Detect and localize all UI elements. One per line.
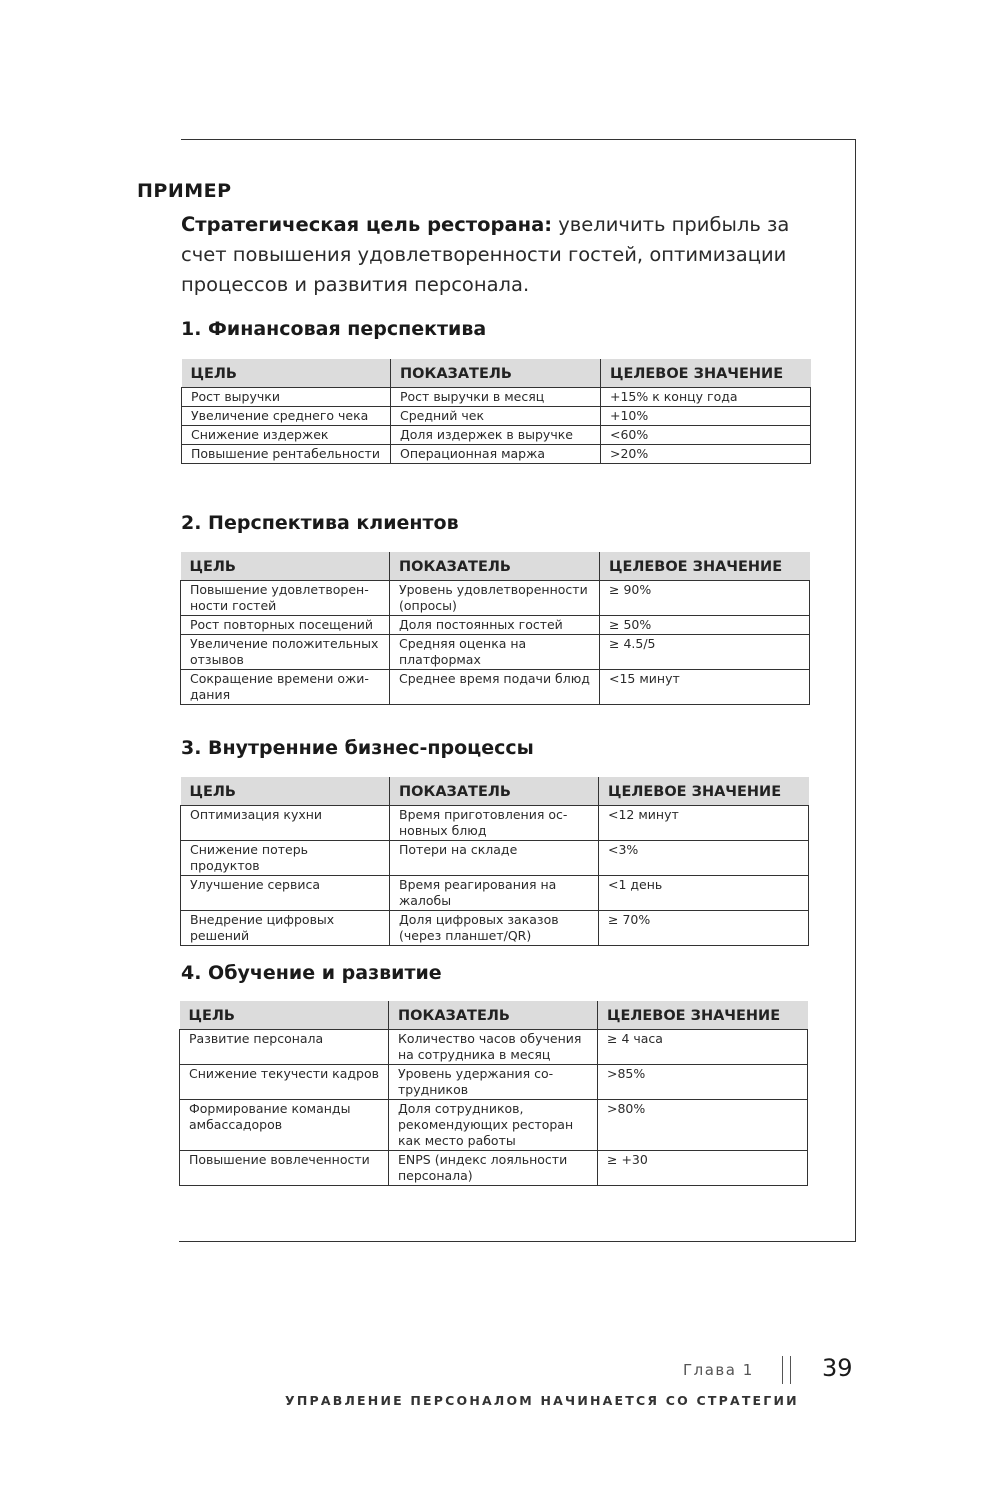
table-cell: <3% (599, 841, 809, 876)
table-cell: Сокращение времени ожидания (181, 670, 390, 705)
table-row (182, 445, 811, 464)
table-cell: Средняя оценка на платформах (390, 635, 600, 670)
table-cell: <1 день (599, 876, 809, 911)
table-cell: Снижение издержек (182, 426, 391, 445)
table-cell: Внедрение цифровых решений (181, 911, 390, 946)
table-customers (180, 552, 810, 705)
table-row (182, 388, 811, 407)
table-cell: >85% (598, 1065, 808, 1100)
table-processes (180, 777, 809, 946)
table-cell: +15% к концу года (601, 388, 811, 407)
section-title-financial: 1. Финансовая перспектива (181, 318, 487, 340)
table-cell: >80% (598, 1100, 808, 1151)
table-cell: Уровень удержания сотрудников (389, 1065, 598, 1100)
table-cell: Средний чек (391, 407, 601, 426)
table-row (181, 616, 810, 635)
section-title-customers: 2. Перспектива клиентов (181, 512, 459, 534)
section-title-learning: 4. Обучение и развитие (181, 962, 442, 984)
table-cell: Потери на складе (390, 841, 599, 876)
frame-bottom-border (179, 1241, 856, 1242)
column-header-target: ЦЕЛЕВОЕ ЗНАЧЕНИЕ (599, 777, 809, 806)
table-cell: ≥ +30 (598, 1151, 808, 1186)
table-cell: <60% (601, 426, 811, 445)
column-header-goal: ЦЕЛЬ (180, 1001, 389, 1030)
table-cell: Операционная маржа (391, 445, 601, 464)
table-cell: >20% (601, 445, 811, 464)
table-row (181, 806, 809, 841)
frame-top-border (181, 139, 856, 140)
table-cell: Снижение текучести кадров (180, 1065, 389, 1100)
table-cell: Оптимизация кухни (181, 806, 390, 841)
footer-book-title: УПРАВЛЕНИЕ ПЕРСОНАЛОМ НАЧИНАЕТСЯ СО СТРАТЕГИИ (285, 1393, 799, 1408)
table-cell: Повышение рентабельности (182, 445, 391, 464)
table-cell: Рост повторных посещений (181, 616, 390, 635)
table-row (180, 1030, 808, 1065)
table-header-row (181, 552, 810, 581)
table-cell: Среднее время подачи блюд (390, 670, 600, 705)
table-cell: Уровень удовлетворенности (опросы) (390, 581, 600, 616)
table-cell: Повышение удовлетворенности гостей (181, 581, 390, 616)
table-cell: Доля постоянных гостей (390, 616, 600, 635)
strategic-goal-lead: Стратегическая цель ресторана: (181, 213, 553, 236)
table-row (180, 1151, 808, 1186)
column-header-target: ЦЕЛЕВОЕ ЗНАЧЕНИЕ (598, 1001, 808, 1030)
table-cell: ENPS (индекс лояльности персонала) (389, 1151, 598, 1186)
strategic-goal-paragraph (181, 210, 821, 300)
footer-separator (782, 1356, 791, 1384)
table-cell: ≥ 50% (600, 616, 810, 635)
table-cell: <12 минут (599, 806, 809, 841)
table-header-row (182, 359, 811, 388)
table-row (181, 581, 810, 616)
table-cell: ≥ 70% (599, 911, 809, 946)
table-header-row (180, 1001, 808, 1030)
strategic-goal-text: увеличить прибыль за счет повышения удовлетворенности гостей, оптимизации процессов и развития персонала. (181, 213, 790, 296)
table-financial (181, 359, 811, 464)
table-cell: Рост выручки в месяц (391, 388, 601, 407)
column-header-target: ЦЕЛЕВОЕ ЗНАЧЕНИЕ (601, 359, 811, 388)
table-row (180, 1100, 808, 1151)
column-header-indicator: ПОКАЗАТЕЛЬ (390, 552, 600, 581)
table-row (180, 1065, 808, 1100)
table-cell: ≥ 4 часа (598, 1030, 808, 1065)
table-cell: Снижение потерь продуктов (181, 841, 390, 876)
column-header-indicator: ПОКАЗАТЕЛЬ (391, 359, 601, 388)
table-cell: Количество часов обучения на сотрудника в месяц (389, 1030, 598, 1065)
table-cell: Улучшение сервиса (181, 876, 390, 911)
frame-right-border (855, 139, 856, 1242)
table-cell: Время приготовления основных блюд (390, 806, 599, 841)
table-row (182, 407, 811, 426)
table-cell: Повышение вовлеченности (180, 1151, 389, 1186)
table-cell: Формирование команды амбассадоров (180, 1100, 389, 1151)
table-cell: Рост выручки (182, 388, 391, 407)
table-header-row (181, 777, 809, 806)
table-cell: Увеличение среднего чека (182, 407, 391, 426)
table-cell: Время реагирования на жалобы (390, 876, 599, 911)
column-header-goal: ЦЕЛЬ (182, 359, 391, 388)
column-header-goal: ЦЕЛЬ (181, 552, 390, 581)
table-row (181, 670, 810, 705)
table-cell: +10% (601, 407, 811, 426)
table-row (181, 911, 809, 946)
table-cell: ≥ 90% (600, 581, 810, 616)
table-cell: Развитие персонала (180, 1030, 389, 1065)
table-learning (179, 1001, 808, 1186)
table-row (182, 426, 811, 445)
table-row (181, 876, 809, 911)
table-cell: <15 минут (600, 670, 810, 705)
table-cell: Доля цифровых заказов (через планшет/QR) (390, 911, 599, 946)
footer-chapter-label: Глава 1 (683, 1361, 754, 1379)
table-cell: Увеличение положительных отзывов (181, 635, 390, 670)
table-row (181, 635, 810, 670)
column-header-goal: ЦЕЛЬ (181, 777, 390, 806)
column-header-target: ЦЕЛЕВОЕ ЗНАЧЕНИЕ (600, 552, 810, 581)
table-cell: ≥ 4.5/5 (600, 635, 810, 670)
column-header-indicator: ПОКАЗАТЕЛЬ (390, 777, 599, 806)
column-header-indicator: ПОКАЗАТЕЛЬ (389, 1001, 598, 1030)
table-cell: Доля сотрудников, рекомендующих ресторан как место работы (389, 1100, 598, 1151)
page-number: 39 (822, 1354, 853, 1382)
example-label: ПРИМЕР (137, 180, 232, 202)
table-row (181, 841, 809, 876)
section-title-processes: 3. Внутренние бизнес-процессы (181, 737, 534, 759)
table-cell: Доля издержек в выручке (391, 426, 601, 445)
